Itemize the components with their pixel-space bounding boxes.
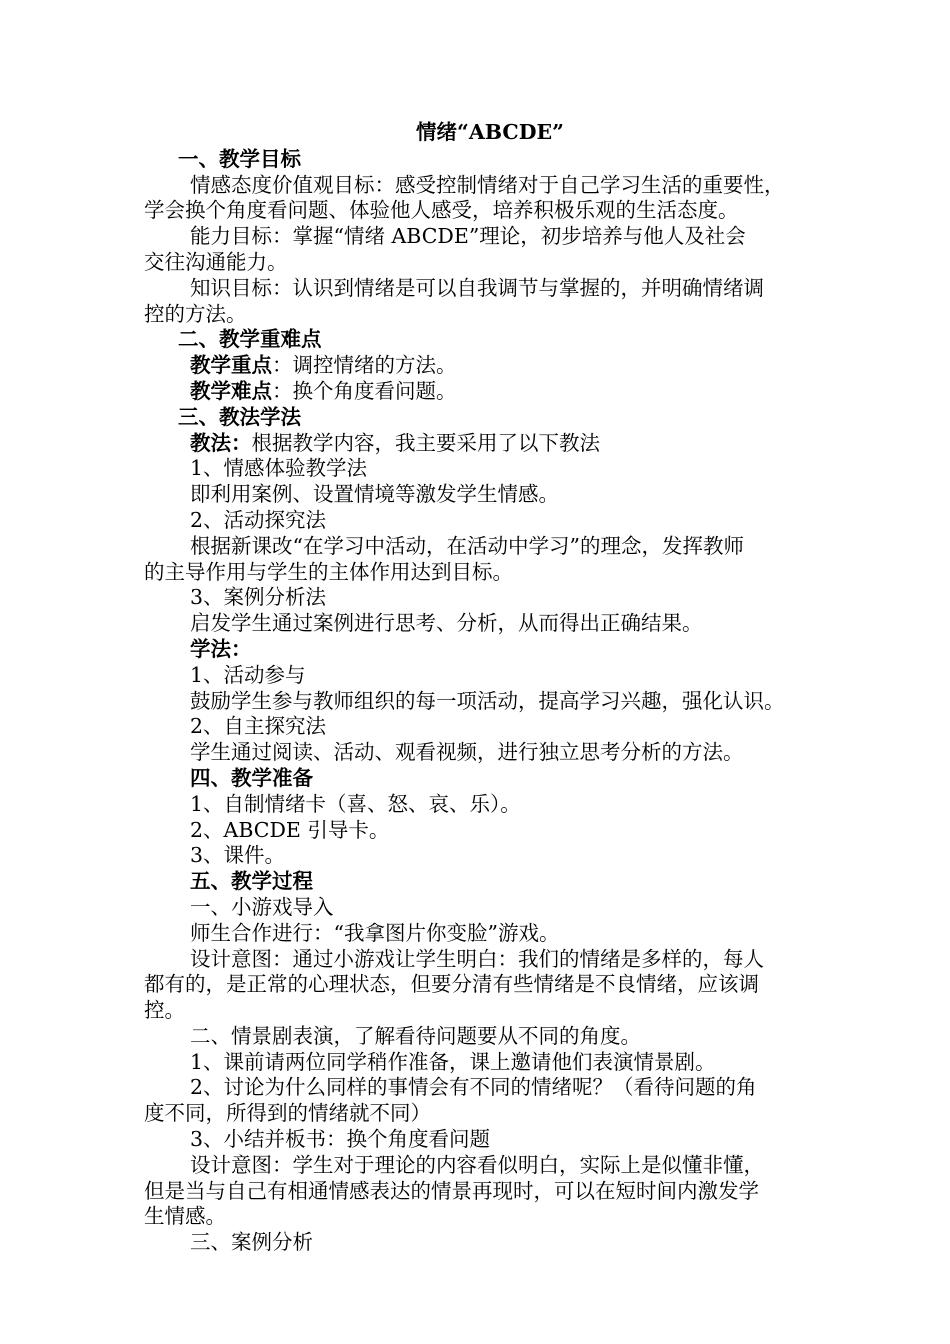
document-title: 情绪“ABCDE”	[416, 120, 564, 144]
paragraph-line: 鼓励学生参与教师组织的每一项活动，提高学习兴趣，强化认识。	[190, 688, 785, 713]
key-point-label: 教学重点	[190, 353, 272, 378]
paragraph-line: 设计意图：通过小游戏让学生明白：我们的情绪是多样的，每人	[190, 946, 764, 971]
paragraph-line: 的主导作用与学生的主体作用达到目标。	[144, 559, 513, 584]
paragraph-line: 能力目标：掌握“情绪 ABCDE”理论，初步培养与他人及社会	[190, 224, 746, 249]
difficult-point-line	[144, 379, 820, 405]
paragraph-line: 学生通过阅读、活动、观看视频，进行独立思考分析的方法。	[190, 740, 744, 765]
paragraph-line: 情感态度价值观目标：感受控制情绪对于自己学习生活的重要性，	[190, 172, 785, 197]
list-item: 3、小结并板书：换个角度看问题	[190, 1127, 491, 1152]
heading-teaching-goals: 一、教学目标	[178, 146, 301, 171]
list-item: 1、活动参与	[190, 662, 306, 687]
list-item: 3、课件。	[190, 843, 286, 868]
heading-methods: 三、教法学法	[178, 404, 301, 429]
list-item: 1、自制情绪卡（喜、怒、哀、乐）。	[190, 791, 521, 816]
paragraph-line: 都有的，是正常的心理状态，但要分清有些情绪是不良情绪，应该调	[144, 972, 759, 997]
list-item: 1、情感体验教学法	[190, 456, 368, 481]
paragraph-line: 交往沟通能力。	[144, 249, 288, 274]
paragraph-line: 师生合作进行：“我拿图片你变脸”游戏。	[190, 920, 560, 945]
list-item: 1、课前请两位同学稍作准备，课上邀请他们表演情景剧。	[190, 1049, 716, 1074]
list-item: 2、讨论为什么同样的事情会有不同的情绪呢？（看待问题的角	[190, 1075, 757, 1100]
paragraph-line: 度不同，所得到的情绪就不同）	[144, 1101, 431, 1126]
paragraph-line: 即利用案例、设置情境等激发学生情感。	[190, 482, 559, 507]
teaching-method-text: 根据教学内容，我主要采用了以下教法	[251, 430, 600, 455]
subheading: 三、案例分析	[190, 1230, 313, 1255]
key-point-text: ：调控情绪的方法。	[272, 353, 457, 378]
heading-preparation: 四、教学准备	[190, 765, 313, 790]
paragraph-line: 控的方法。	[144, 301, 247, 326]
list-item: 2、ABCDE 引导卡。	[190, 817, 390, 842]
list-item: 3、案例分析法	[190, 585, 327, 610]
paragraph-line: 但是当与自己有相通情感表达的情景再现时，可以在短时间内激发学	[144, 1178, 759, 1203]
study-method-label: 学法：	[190, 636, 252, 661]
paragraph-line: 启发学生通过案例进行思考、分析，从而得出正确结果。	[190, 611, 703, 636]
key-point-line	[144, 353, 820, 379]
paragraph-line: 控。	[144, 998, 185, 1023]
list-item: 2、自主探究法	[190, 714, 327, 739]
subheading: 一、小游戏导入	[190, 894, 334, 919]
teaching-method-label: 教法：	[190, 430, 252, 455]
paragraph-line: 设计意图：学生对于理论的内容看似明白，实际上是似懂非懂，	[190, 1152, 764, 1177]
heading-key-difficult-points: 二、教学重难点	[178, 327, 322, 352]
document-page	[144, 120, 820, 1256]
teaching-method-line	[144, 431, 820, 457]
paragraph-line: 生情感。	[144, 1204, 226, 1229]
paragraph-line: 知识目标：认识到情绪是可以自我调节与掌握的，并明确情绪调	[190, 275, 764, 300]
difficult-point-text: ：换个角度看问题。	[272, 378, 457, 403]
heading-process: 五、教学过程	[190, 869, 313, 894]
subheading: 二、情景剧表演，了解看待问题要从不同的角度。	[190, 1023, 641, 1048]
paragraph-line: 根据新课改“在学习中活动，在活动中学习”的理念，发挥教师	[190, 533, 744, 558]
difficult-point-label: 教学难点	[190, 378, 272, 403]
list-item: 2、活动探究法	[190, 507, 327, 532]
paragraph-line: 学会换个角度看问题、体验他人感受，培养积极乐观的生活态度。	[144, 198, 739, 223]
